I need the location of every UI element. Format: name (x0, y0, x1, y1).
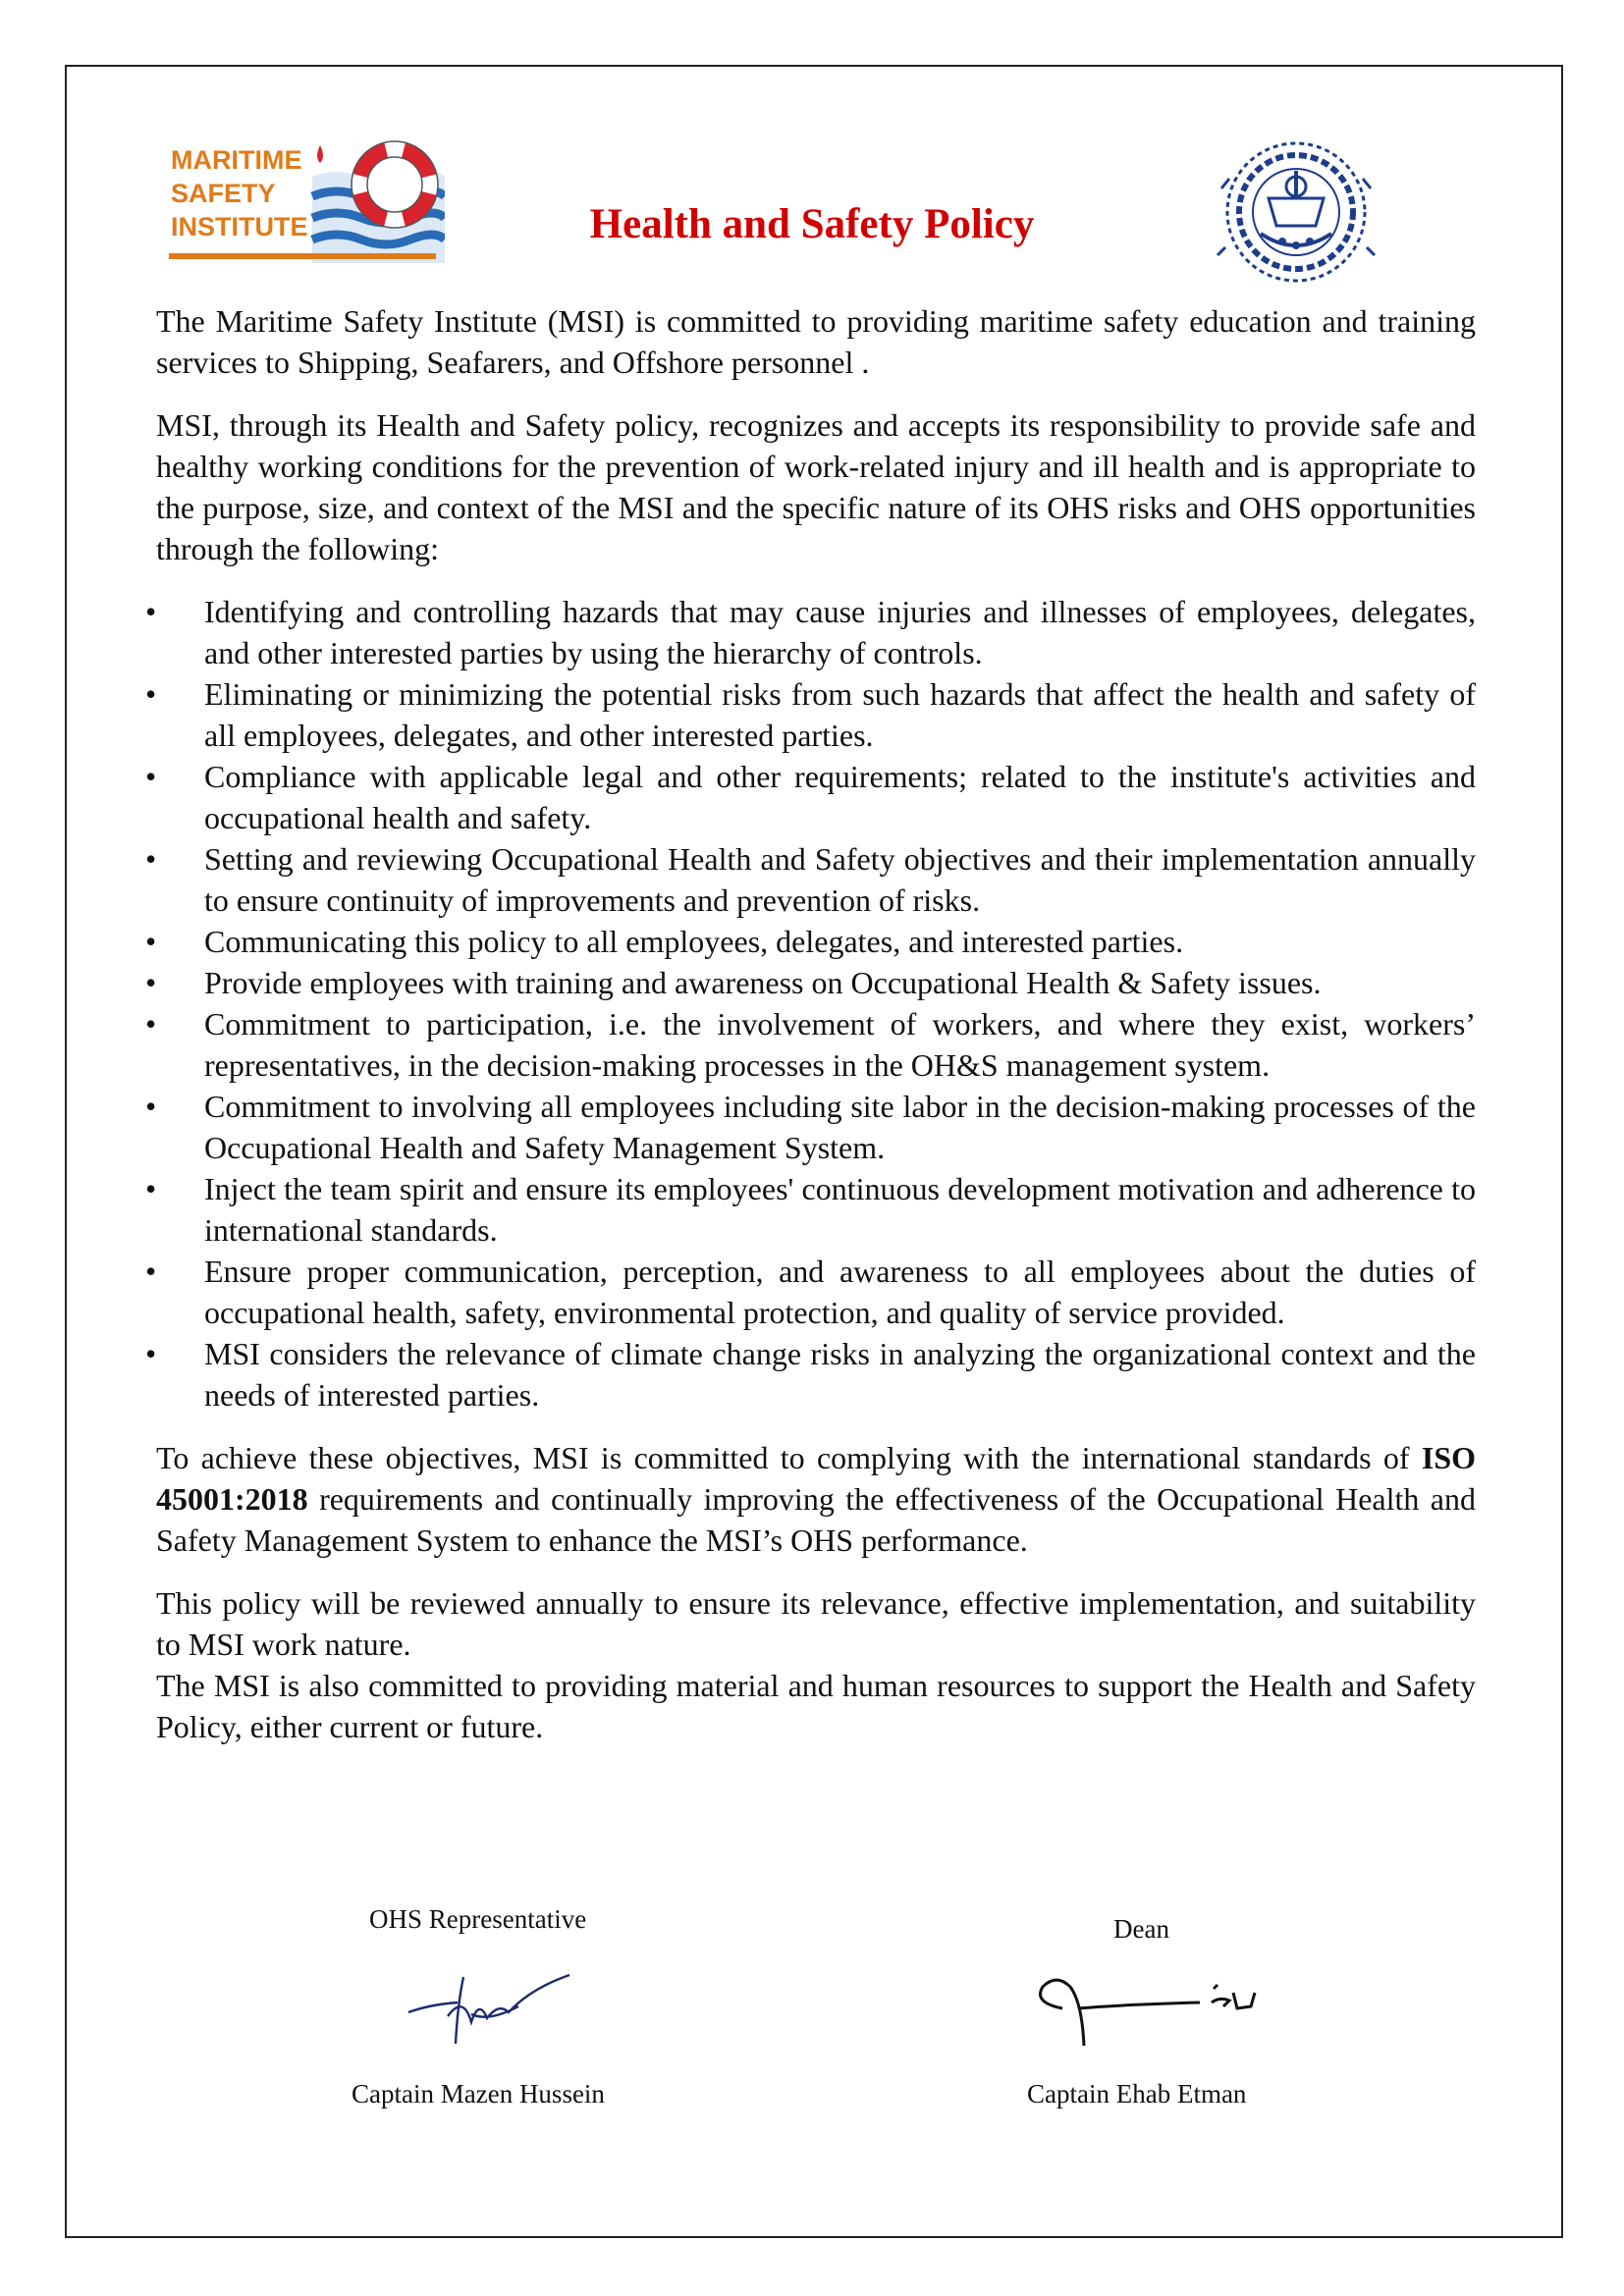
list-item (145, 921, 1476, 962)
objectives-paragraph (156, 1437, 1476, 1561)
list-item-text: Identifying and controlling hazards that may cause injuries and illnesses of employees, delegates, and other interested parties by using the hierarchy of controls. (204, 594, 1476, 670)
list-item (145, 1168, 1476, 1251)
scope-paragraph: MSI, through its Health and Safety policy, recognizes and accepts its responsibility to provide safe and healthy working conditions for the prevention of work-related injury and ill health and is appropriate to the purpose, size, and context of the MSI and the specific nature of its OHS risks and OHS opportunities through the following: (156, 407, 1476, 566)
list-item-text: Ensure proper communication, perception, and awareness to all employees about the duties of occupational health, safety, environmental protection, and quality of service provided. (204, 1254, 1476, 1330)
list-item-text: Provide employees with training and awareness on Occupational Health & Safety issues. (204, 965, 1322, 1000)
list-item (145, 962, 1476, 1003)
bullet-symbol: • (145, 841, 157, 877)
list-item-text: Commitment to participation, i.e. the involvement of workers, and where they exist, workers’ representatives, in the decision-making processes in the OH&S management system. (204, 1006, 1476, 1083)
list-item-text: Compliance with applicable legal and other requirements; related to the institute's activities and occupational health and safety. (204, 759, 1476, 835)
bullet-symbol: • (145, 594, 157, 629)
list-item (145, 1251, 1476, 1333)
bullet-symbol: • (145, 1336, 157, 1371)
list-item (145, 1333, 1476, 1415)
list-item (145, 591, 1476, 673)
policy-bullet-list (145, 591, 1476, 1415)
list-item-text: Setting and reviewing Occupational Health and Safety objectives and their implementation annually to ensure continuity of improvements and prevention of risks. (204, 841, 1476, 918)
list-item (145, 1003, 1476, 1086)
dean-signature (1027, 1963, 1263, 2052)
bullet-symbol: • (145, 676, 157, 712)
objectives-text-post: requirements and continually improving the effectiveness of the Occupational Health and Safety Management System to enhance the MSI’s OHS performance. (156, 1481, 1477, 1558)
msi-logo-line3: INSTITUTE (171, 212, 308, 241)
policy-body (145, 300, 1477, 1769)
page-title: Health and Safety Policy (589, 201, 1035, 247)
iso-standard: ISO 45001:2018 (156, 1440, 1477, 1517)
bullet-symbol: • (145, 1171, 157, 1206)
list-item (145, 838, 1476, 921)
bullet-symbol: • (145, 1089, 157, 1124)
bullet-symbol: • (145, 759, 157, 794)
bullet-symbol: • (145, 965, 157, 1000)
ohs-representative-label: OHS Representative (369, 1904, 587, 1934)
objectives-text-pre: To achieve these objectives, MSI is committed to complying with the international standards of (156, 1440, 1410, 1475)
dean-label: Dean (1113, 1914, 1169, 1944)
msi-logo-line1: MARITIME (171, 145, 302, 175)
intro-paragraph: The Maritime Safety Institute (MSI) is committed to providing maritime safety education and training services to Shipping, Seafarers, and Offshore personnel . (156, 303, 1476, 380)
list-item (145, 756, 1476, 838)
ohs-representative-name: Captain Mazen Hussein (352, 2079, 605, 2109)
review-paragraph: This policy will be reviewed annually to ensure its relevance, effective implementation, and suitability to MSI work nature. (156, 1585, 1476, 1662)
list-item-text: MSI considers the relevance of climate change risks in analyzing the organizational context and the needs of interested parties. (204, 1336, 1476, 1413)
bullet-symbol: • (145, 924, 157, 959)
list-item (145, 673, 1476, 756)
list-item-text: Commitment to involving all employees including site labor in the decision-making processes of the Occupational Health and Safety Management System. (204, 1089, 1476, 1165)
list-item-text: Inject the team spirit and ensure its employees' continuous development motivation and adherence to international standards. (204, 1171, 1476, 1248)
ohs-representative-signature (401, 1953, 577, 2048)
list-item-text: Eliminating or minimizing the potential risks from such hazards that affect the health and safety of all employees, delegates, and other interested parties. (204, 676, 1476, 753)
bullet-symbol: • (145, 1254, 157, 1289)
bullet-symbol: • (145, 1006, 157, 1041)
msi-logo-line2: SAFETY (171, 179, 276, 208)
list-item (145, 1086, 1476, 1168)
commitment-paragraph: The MSI is also committed to providing material and human resources to support the Health and Safety Policy, either current or future. (156, 1668, 1476, 1744)
list-item-text: Communicating this policy to all employees, delegates, and interested parties. (204, 924, 1184, 959)
dean-name: Captain Ehab Etman (1027, 2079, 1247, 2109)
